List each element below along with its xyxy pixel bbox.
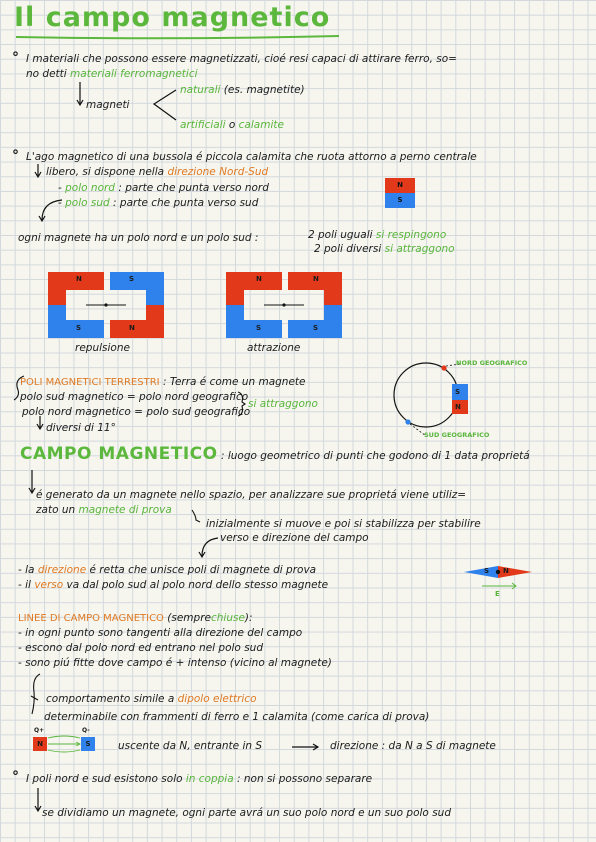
- inizialmente-line1: inizialmente si muove e poi si stabilizza per stabilire: [206, 518, 481, 530]
- calamite-term: calamite: [238, 119, 284, 131]
- artificiali-term: artificiali: [180, 119, 226, 131]
- verso-desc: va dal polo sud al polo nord dello stesso magnete: [66, 579, 329, 591]
- dipole-badge-n: N: [33, 737, 47, 751]
- polo-nord-line: - polo nord : parte che punta verso nord: [58, 182, 269, 194]
- intro-line2-pre: no detti: [26, 68, 67, 80]
- simile-pre: comportamento simile a: [46, 693, 175, 705]
- bullet-3: °: [12, 769, 19, 785]
- rep-label-n2: N: [129, 324, 135, 332]
- bullet-1: °: [12, 50, 19, 66]
- ago-line2-pre: libero, si dispone nella: [46, 166, 165, 178]
- att-left-bottom-blue: [226, 320, 282, 338]
- page-title: Il campo magnetico: [14, 2, 331, 33]
- si-attraggono-term: si attraggono: [384, 243, 455, 255]
- title-underline: [14, 34, 344, 40]
- linee-heading: LINEE DI CAMPO MAGNETICO: [18, 613, 164, 624]
- rep-right-side-blue: [146, 272, 164, 305]
- coppia-line: [26, 773, 372, 786]
- needle-e-label: E: [495, 590, 500, 598]
- arrow-curve-2: [36, 198, 66, 226]
- diversi-pre: 2 poli diversi: [314, 243, 382, 255]
- terrestri-brace-right: [236, 390, 246, 418]
- att-left-side-red: [226, 272, 244, 305]
- generato-line2: [36, 504, 172, 517]
- artificiali-separator: o: [228, 119, 236, 131]
- naturali-example: (es. magnetite): [223, 84, 305, 96]
- att-label-n1: N: [256, 275, 262, 283]
- arrow-right-direzione: [292, 742, 322, 752]
- diversi-label: diversi di 11°: [46, 422, 116, 434]
- polo-nord-term: polo nord: [65, 182, 115, 194]
- intro-line1: I materiali che possono essere magnetizzati, cioé resi capaci di attirare ferro, so=: [26, 53, 457, 65]
- arrow-down-terrestri: [36, 416, 46, 432]
- uguali-pre: 2 poli uguali: [308, 229, 373, 241]
- polo-sud-desc: : parte che punta verso sud: [113, 197, 259, 209]
- direzione-nord-sud-term: direzione Nord-Sud: [167, 166, 269, 178]
- att-label-s1: S: [256, 324, 262, 332]
- repulsione-label: repulsione: [75, 342, 130, 354]
- verso-line: [18, 579, 328, 592]
- intro-line2: [26, 68, 198, 81]
- materiali-ferromagnetici-term: materiali ferromagnetici: [70, 68, 198, 80]
- dipole-lines: [46, 734, 82, 754]
- chiuse-term: chiuse: [210, 612, 245, 624]
- nord-geo-dot: [441, 365, 446, 370]
- linee-paren-pre: (sempre: [167, 612, 211, 624]
- polo-sud-term: polo sud: [65, 197, 110, 209]
- direzione-result: direzione : da N a S di magnete: [330, 740, 496, 752]
- sud-geografico-label: SUD GEOGRAFICO: [424, 431, 490, 439]
- linee-paren-post: ):: [244, 612, 253, 624]
- naturali-line: [180, 84, 305, 97]
- poli-diversi: [314, 243, 455, 256]
- earth-s-label: S: [455, 388, 461, 396]
- needle-s-label: S: [484, 567, 490, 575]
- ago-line1: L'ago magnetico di una bussola é piccola calamita che ruota attorno a perno centrale: [26, 151, 477, 163]
- terrestri-heading-line: [20, 376, 306, 389]
- compass-badge: [385, 178, 415, 208]
- direzione-term: direzione: [37, 564, 87, 576]
- arrow-down-2: [34, 164, 44, 178]
- q-plus-label: Q+: [34, 727, 45, 734]
- linee-heading-line: [18, 612, 253, 625]
- direzione-desc: é retta che unisce poli di magnete di prova: [89, 564, 317, 576]
- badge-n: N: [385, 178, 415, 193]
- poli-uguali: [308, 229, 446, 242]
- determinabile-line: determinabile con frammenti di ferro e 1 calamita (come carica di prova): [44, 711, 430, 723]
- att-right-side-red: [324, 272, 342, 305]
- needle-n-label: N: [503, 567, 509, 575]
- q-minus-label: Q-: [82, 727, 90, 734]
- si-respingono-term: si respingono: [375, 229, 447, 241]
- arrow-down-1: [76, 82, 86, 112]
- rep-label-n1: N: [76, 275, 82, 283]
- linee-item3: - sono piú fitte dove campo é + intenso (vicino al magnete): [18, 657, 332, 669]
- ago-line2: [46, 166, 268, 179]
- in-coppia-term: in coppia: [185, 773, 234, 785]
- rep-label-s1: S: [129, 275, 135, 283]
- linee-item1: - in ogni punto sono tangenti alla direzione del campo: [18, 627, 303, 639]
- direzione-pre: - la: [18, 564, 35, 576]
- dipolo-elettrico-term: dipolo elettrico: [177, 693, 257, 705]
- polo-nord-desc: : parte che punta verso nord: [118, 182, 269, 194]
- repulsione-diagram: [48, 272, 164, 338]
- sud-geo-dot: [405, 419, 410, 424]
- earth-n-label: N: [455, 403, 461, 411]
- attrazione-diagram: [226, 272, 342, 338]
- direzione-line: [18, 564, 316, 577]
- naturali-term: naturali: [180, 84, 221, 96]
- simile-line: [46, 693, 257, 706]
- artificiali-line: [180, 119, 284, 132]
- needle-blue: [464, 566, 498, 578]
- poli-line: ogni magnete ha un polo nord e un polo sud :: [18, 232, 259, 244]
- terrestri-sud-line: polo sud magnetico = polo nord geografico: [20, 391, 249, 403]
- bullet-2: °: [12, 148, 19, 164]
- attrazione-label: attrazione: [247, 342, 301, 354]
- inizialmente-line2: verso e direzione del campo: [220, 532, 369, 544]
- rep-left-side-red: [48, 272, 66, 305]
- terrestri-heading: POLI MAGNETICI TERRESTRI: [20, 377, 160, 388]
- verso-term: verso: [34, 579, 64, 591]
- dividiamo-line: se dividiamo un magnete, ogni parte avrá un suo polo nord e un suo polo sud: [42, 807, 451, 819]
- dipole-badge-s: S: [81, 737, 95, 751]
- generato-line2-pre: zato un: [36, 504, 76, 516]
- campo-heading: CAMPO MAGNETICO: [20, 444, 218, 464]
- linee-item2: - escono dal polo nord ed entrano nel polo sud: [18, 642, 263, 654]
- rep-label-s2: S: [76, 324, 82, 332]
- terrestri-heading-desc: : Terra é come un magnete: [162, 376, 306, 388]
- verso-pre: - il: [18, 579, 31, 591]
- arrow-curve-campo: [196, 536, 222, 560]
- magneti-label: magneti: [86, 99, 130, 111]
- rep-right-bottom-red: [110, 320, 164, 338]
- campo-heading-line: [20, 444, 530, 464]
- campo-heading-desc: : luogo geometrico di punti che godono di 1 data proprietá: [220, 450, 530, 462]
- att-label-s2: S: [313, 324, 319, 332]
- magnete-di-prova-term: magnete di prova: [78, 504, 172, 516]
- polo-sud-line: - polo sud : parte che punta verso sud: [58, 197, 259, 209]
- generato-line1: é generato da un magnete nello spazio, per analizzare sue proprietá viene utiliz=: [36, 489, 467, 501]
- nord-geografico-label: NORD GEOGRAFICO: [456, 359, 528, 367]
- magneti-brace: [150, 86, 180, 126]
- coppia-post: : non si possono separare: [237, 773, 373, 785]
- coppia-pre: I poli nord e sud esistono solo: [26, 773, 183, 785]
- brace-prova: [190, 508, 206, 526]
- earth-circle: [394, 363, 461, 427]
- uscente-text: uscente da N, entrante in S: [118, 740, 263, 752]
- si-attraggono-label: si attraggono: [248, 398, 318, 410]
- att-label-n2: N: [313, 275, 319, 283]
- badge-s: S: [385, 193, 415, 208]
- terrestri-nord-line: polo nord magnetico = polo sud geografico: [22, 406, 251, 418]
